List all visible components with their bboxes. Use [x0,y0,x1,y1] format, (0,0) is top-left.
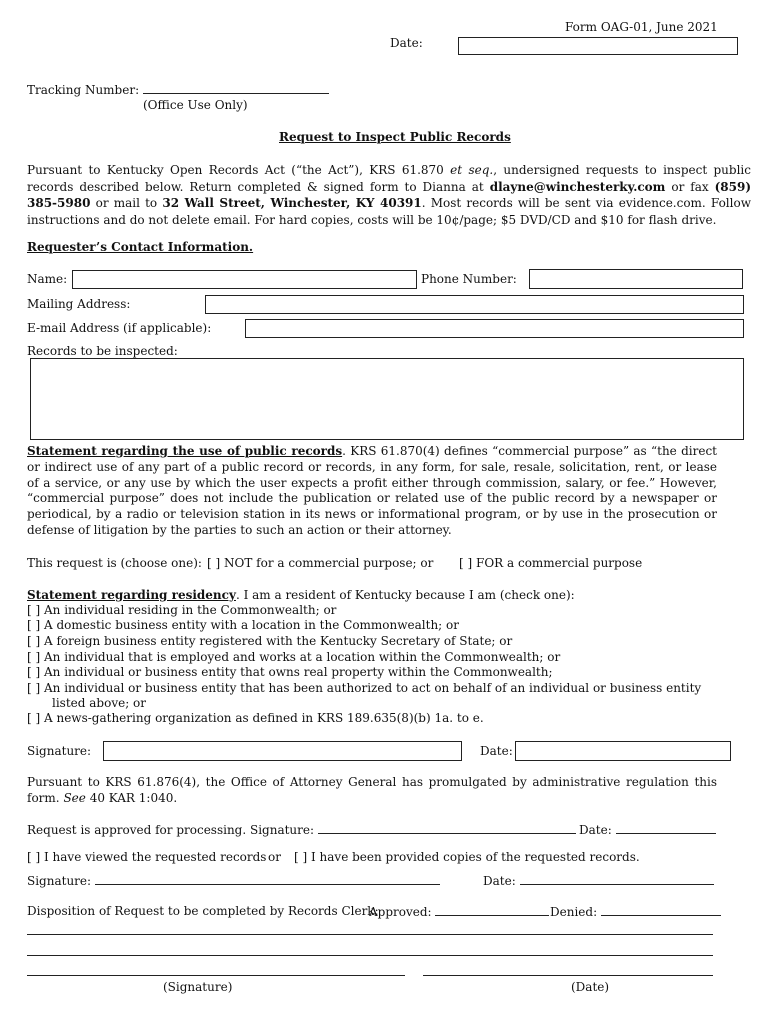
tracking-number [27,82,329,97]
disposition-approved [369,904,549,919]
signature-2-label: Signature: [27,874,92,888]
copies-provided-checkbox[interactable]: [ ] I have been provided copies of the requested records. [294,850,640,864]
disposition-denied [550,904,721,919]
approved-date-label: Date: [579,823,612,837]
ag-note-see: See [63,790,86,805]
ag-note-cite: 40 KAR 1:040. [89,790,178,805]
signature-2-line[interactable] [95,873,440,885]
commercial-checkbox[interactable]: [ ] FOR a commercial purpose [459,556,643,570]
footer-signature-label: (Signature) [163,980,233,994]
date-label: Date: [390,36,423,50]
disposition-denied-label: Denied: [550,905,598,919]
office-use-note: (Office Use Only) [143,98,248,112]
phone-label: Phone Number: [421,272,517,286]
mailing-address-label: Mailing Address: [27,297,131,311]
choose-label: This request is (choose one): [27,556,202,570]
tracking-label: Tracking Number: [27,83,140,97]
signature-2 [27,873,440,888]
intro-paragraph [27,162,751,228]
approved-date-line[interactable] [616,822,716,834]
residency-option[interactable]: [ ] An individual that is employed and works at a location within the Commonwealth; or [27,650,561,664]
clerk-signature-line[interactable] [27,975,405,976]
records-label: Records to be inspected: [27,344,178,358]
residency-option-continued: listed above; or [52,696,147,710]
phone-field[interactable] [529,269,743,289]
name-label: Name: [27,272,68,286]
approved-line [27,822,576,837]
disposition-line[interactable] [27,955,713,956]
use-statement-body: . KRS 61.870(4) defines “commercial purpose” as “the direct or indirect use of any part of a public record or records, in any form, for sale, resale, solicitation, rent, or lease of a service, or any use by which the user expects a profit either through commission, salary, or fee.” However, “commercial purpose” does not include the publication or related use of the public record by a newspaper or periodical, by a radio or television station in its news or informational program, or by use in the prosecution or defense of litigation by the parties to such an action or their attorney. [27,444,717,537]
disposition-denied-line[interactable] [601,904,721,916]
signature-2-date-line[interactable] [520,873,714,885]
viewed-records-checkbox[interactable]: [ ] I have viewed the requested records [27,850,267,864]
page-title: Request to Inspect Public Records [279,130,511,144]
intro-text-1: Pursuant to Kentucky Open Records Act (“the Act”), KRS 61.870 [27,163,444,177]
signature-label: Signature: [27,744,92,758]
intro-text-5: . Most records will be sent via evidence.com. Follow instructions and do not delete email. For hard copies, costs will be 10¢/page; $5 DVD/CD and $10 for flash drive. [27,196,751,227]
disposition-approved-label: Approved: [369,905,432,919]
intro-text-2: , undersigned requests to inspect public records described below. Return completed & signed form to Dianna at [27,163,751,194]
contact-email[interactable]: dlayne@winchesterky.com [489,179,666,194]
not-commercial-checkbox[interactable]: [ ] NOT for a commercial purpose; or [207,556,434,570]
footer-date-label: (Date) [571,980,610,994]
approved-date [579,822,716,837]
signature-field[interactable] [103,741,462,761]
signature-date-field[interactable] [515,741,731,761]
form-id: Form OAG-01, June 2021 [565,20,718,34]
residency-option[interactable]: [ ] An individual residing in the Commonwealth; or [27,603,337,617]
viewed-or: or [268,850,281,864]
records-field[interactable] [30,358,744,440]
contact-fax: (859) 385-5980 [27,179,751,210]
signature-date-label: Date: [480,744,513,758]
mailing-address-field[interactable] [205,295,744,314]
residency-option[interactable]: [ ] An individual or business entity that has been authorized to act on behalf of an individual or business entity [27,681,702,695]
approved-label: Request is approved for processing. Signature: [27,823,315,837]
date-field[interactable] [458,37,738,55]
residency-option[interactable]: [ ] A news-gathering organization as defined in KRS 189.635(8)(b) 1a. to e. [27,711,484,725]
name-field[interactable] [72,270,417,289]
intro-text-3: or fax [671,179,709,194]
use-statement-heading: Statement regarding the use of public records [27,444,343,458]
ag-note [27,775,717,806]
disposition-label: Disposition of Request to be completed by Records Clerk: [27,904,379,918]
intro-text-4: or mail to [95,196,158,210]
disposition-line[interactable] [27,934,713,935]
residency-option[interactable]: [ ] A domestic business entity with a location in the Commonwealth; or [27,618,459,632]
email-label: E-mail Address (if applicable): [27,321,212,335]
tracking-number-line[interactable] [143,82,329,94]
intro-etseq: et seq. [450,163,494,177]
contact-heading: Requester’s Contact Information. [27,240,254,254]
disposition-approved-line[interactable] [435,904,549,916]
approved-signature-line[interactable] [318,822,576,834]
email-field[interactable] [245,319,744,338]
residency-heading: Statement regarding residency [27,588,236,602]
signature-2-date [483,873,714,888]
signature-2-date-label: Date: [483,874,516,888]
contact-address: 32 Wall Street, Winchester, KY 40391 [162,196,422,210]
residency-option[interactable]: [ ] An individual or business entity that owns real property within the Commonwealth; [27,665,553,679]
residency-option[interactable]: [ ] A foreign business entity registered with the Kentucky Secretary of State; or [27,634,513,648]
clerk-date-line[interactable] [423,975,713,976]
use-statement [27,444,717,539]
residency-lead: . I am a resident of Kentucky because I am (check one): [235,588,575,602]
residency-statement [27,588,575,602]
ag-note-text: Pursuant to KRS 61.876(4), the Office of Attorney General has promulgated by administrative regulation this form. [27,775,717,805]
